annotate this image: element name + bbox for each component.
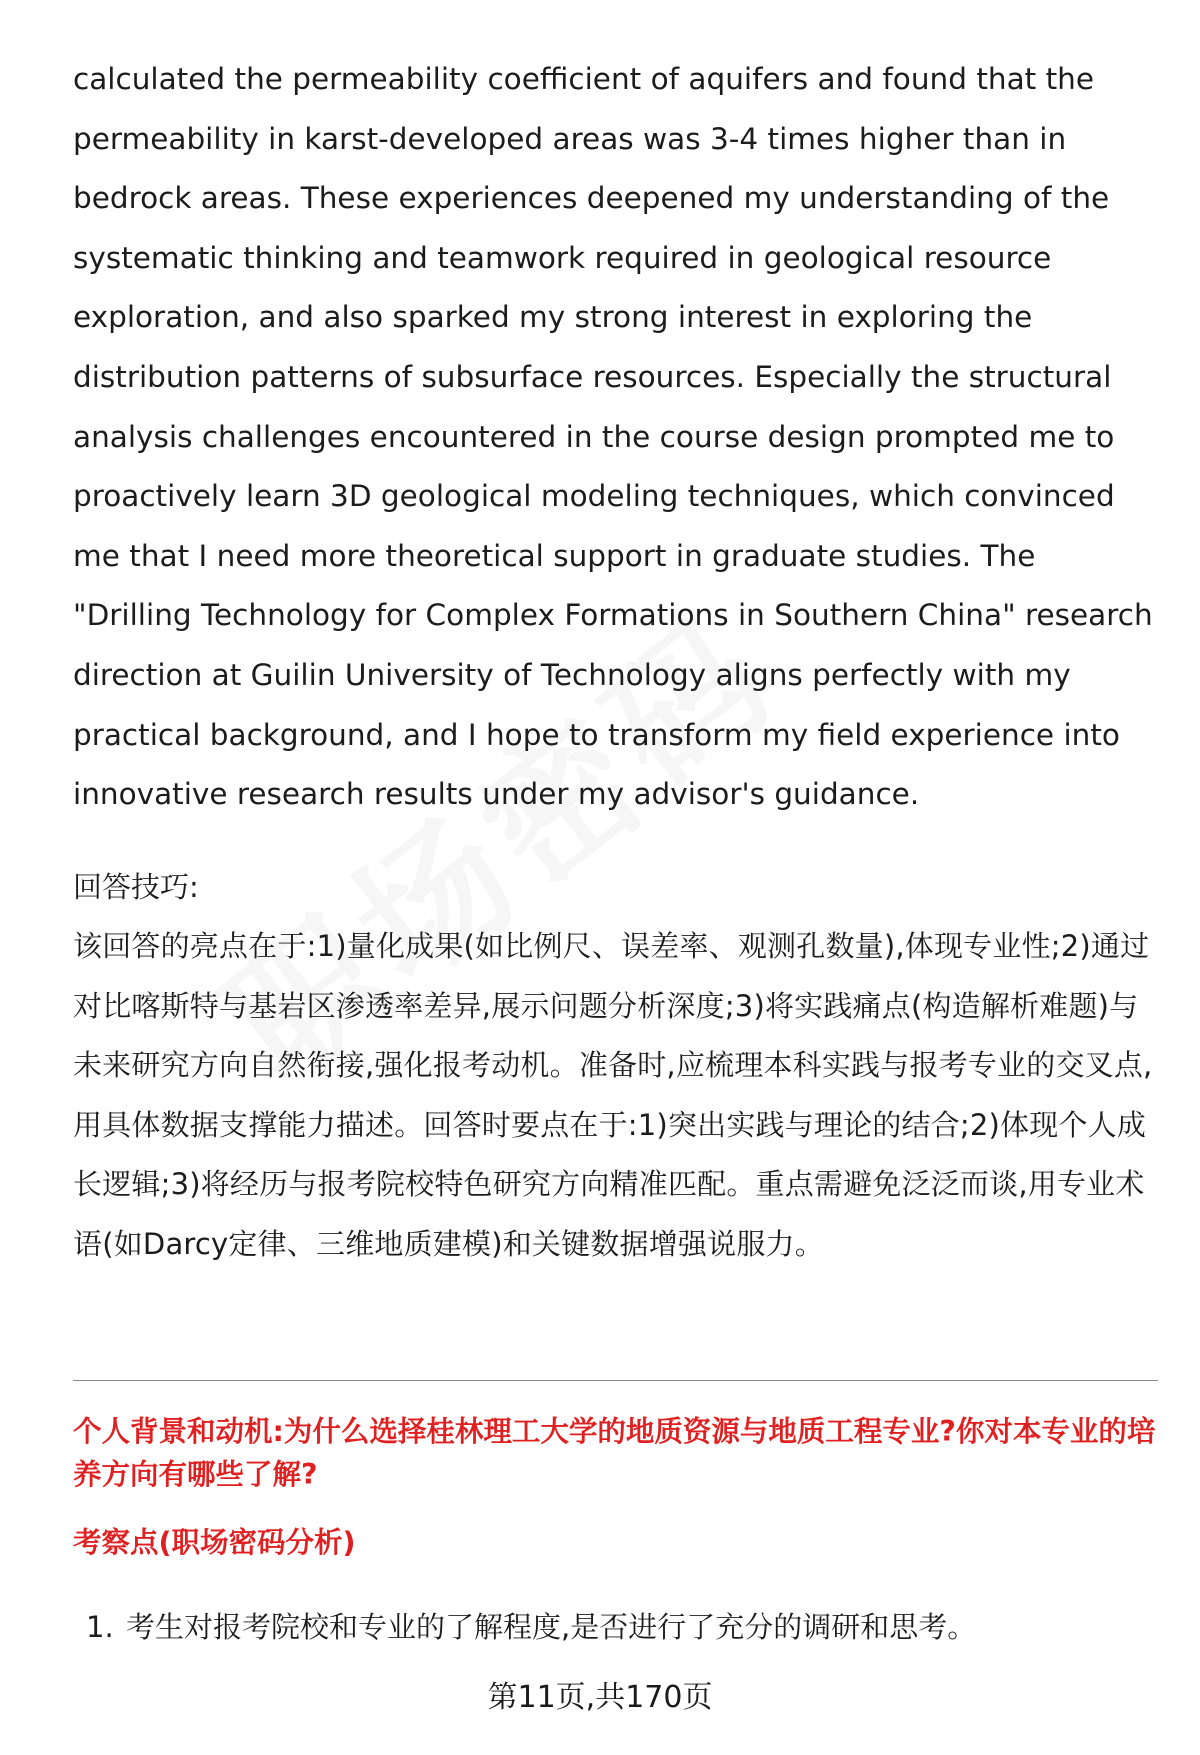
- page-footer: 第11页,共170页: [487, 1680, 713, 1715]
- tips-title: 回答技巧:: [73, 870, 199, 904]
- body-paragraph: calculated the permeability coefficient of aquifers and found that the permeability in karst-developed areas was 3-4 times higher than in bedrock areas. These experiences deepened my understanding of the systematic thinking and teamwork required in geological resource exploration, and also sparked my strong interest in exploring the distribution patterns of subsurface resources. Especially the structural analysis challenges encountered in the course design prompted me to proactively learn 3D geological modeling techniques, which convinced me that I need more theoretical support in graduate studies. The "Drilling Technology for Complex Formations in Southern China" research direction at Guilin University of Technology aligns perfectly with my practical background, and I hope to transform my field experience into innovative research results under my advisor's guidance.: [73, 62, 1153, 812]
- tips-paragraph: 该回答的亮点在于:1)量化成果(如比例尺、误差率、观测孔数量),体现专业性;2)通过对比喀斯特与基岩区渗透率差异,展示问题分析深度;3)将实践痛点(构造解析难题)与未来研究方向自然衔接,强化报考动机。准备时,应梳理本科实践与报考专业的交叉点,用具体数据支撑能力描述。回答时要点在于:1)突出实践与理论的结合;2)体现个人成长逻辑;3)将经历与报考院校特色研究方向精准匹配。重点需避免泛泛而谈,用专业术语(如Darcy定律、三维地质建模)和关键数据增强说服力。: [73, 929, 1153, 1261]
- list-item-text: 考生对报考院校和专业的了解程度,是否进行了充分的调研和思考。: [126, 1610, 977, 1644]
- list-item: [86, 1600, 1156, 1654]
- section-divider: [73, 1380, 1158, 1381]
- assessment-list: [86, 1600, 1156, 1654]
- list-item-number: 1.: [86, 1610, 114, 1644]
- question-heading: 个人背景和动机:为什么选择桂林理工大学的地质资源与地质工程专业?你对本专业的培养方向有哪些了解?: [73, 1415, 1156, 1491]
- assessment-title: 考察点(职场密码分析): [73, 1526, 356, 1559]
